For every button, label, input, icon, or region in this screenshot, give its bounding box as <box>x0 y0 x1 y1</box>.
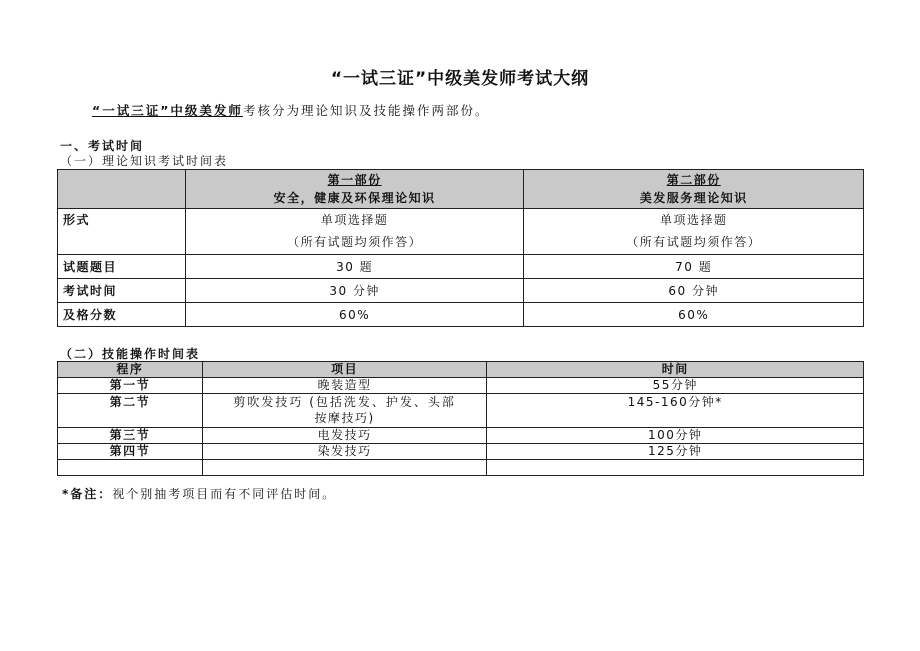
row-label: 试题题目 <box>58 255 186 279</box>
table-row <box>58 303 864 327</box>
row-time: 100分钟 <box>487 428 864 444</box>
table-cell: 60 分钟 <box>524 279 864 303</box>
intro-paragraph <box>92 101 489 119</box>
section-subheading-theory: （一）理论知识考试时间表 <box>60 154 229 168</box>
table-cell: 60% <box>524 303 864 327</box>
header-part-one <box>185 170 524 209</box>
table-row <box>58 378 864 394</box>
intro-lead: “一试三证”中级美发师 <box>92 103 243 118</box>
row-time <box>487 460 864 476</box>
cell-line: （所有试题均须作答） <box>626 235 762 249</box>
part-one-desc: 安全，健康及环保理论知识 <box>273 191 436 205</box>
table-row <box>58 279 864 303</box>
row-label: 考试时间 <box>58 279 186 303</box>
row-time: 125分钟 <box>487 444 864 460</box>
cell-line: 单项选择题 <box>659 213 728 227</box>
table-row <box>58 460 864 476</box>
cell-line: 单项选择题 <box>320 213 389 227</box>
table-row <box>58 428 864 444</box>
section-heading-skill: （二）技能操作时间表 <box>60 347 201 361</box>
table-cell: 60% <box>185 303 524 327</box>
row-label: 形式 <box>58 209 186 255</box>
table-cell <box>185 209 524 255</box>
row-item <box>202 460 487 476</box>
footnote <box>62 485 336 502</box>
row-sequence: 第四节 <box>58 444 203 460</box>
header-item: 项目 <box>202 362 487 378</box>
header-empty-cell <box>58 170 186 209</box>
row-sequence: 第三节 <box>58 428 203 444</box>
part-two-desc: 美发服务理论知识 <box>639 191 748 205</box>
table-cell: 70 题 <box>524 255 864 279</box>
section-heading-exam-time: 一、考试时间 <box>60 139 145 153</box>
header-time: 时间 <box>487 362 864 378</box>
header-sequence: 程序 <box>58 362 203 378</box>
table-header-row <box>58 170 864 209</box>
table-row <box>58 209 864 255</box>
row-time: 55分钟 <box>487 378 864 394</box>
row-item: 晚装造型 <box>202 378 487 394</box>
table-cell <box>524 209 864 255</box>
part-one-title: 第一部份 <box>327 173 382 187</box>
row-time: 145-160分钟* <box>487 394 864 428</box>
table-row <box>58 255 864 279</box>
cell-line: 剪吹发技巧 (包括洗发、护发、头部 <box>233 395 456 409</box>
table-row <box>58 394 864 428</box>
cell-line: （所有试题均须作答） <box>287 235 423 249</box>
table-cell: 30 分钟 <box>185 279 524 303</box>
intro-text: 考核分为理论知识及技能操作两部份。 <box>242 103 490 118</box>
row-item: 染发技巧 <box>202 444 487 460</box>
row-item: 电发技巧 <box>202 428 487 444</box>
row-label: 及格分数 <box>58 303 186 327</box>
row-sequence <box>58 460 203 476</box>
table-header-row <box>58 362 864 378</box>
page-title: “一试三证”中级美发师考试大纲 <box>330 69 590 89</box>
row-sequence: 第一节 <box>58 378 203 394</box>
part-two-title: 第二部份 <box>666 173 721 187</box>
theory-exam-table <box>57 169 864 327</box>
footnote-text: 视个别抽考项目而有不同评估时间。 <box>112 487 337 501</box>
skill-exam-table <box>57 361 864 476</box>
row-sequence: 第二节 <box>58 394 203 428</box>
footnote-label: *备注： <box>62 487 113 501</box>
cell-line: 按摩技巧) <box>314 411 375 425</box>
table-cell: 30 题 <box>185 255 524 279</box>
header-part-two <box>524 170 864 209</box>
row-item <box>202 394 487 428</box>
table-row <box>58 444 864 460</box>
